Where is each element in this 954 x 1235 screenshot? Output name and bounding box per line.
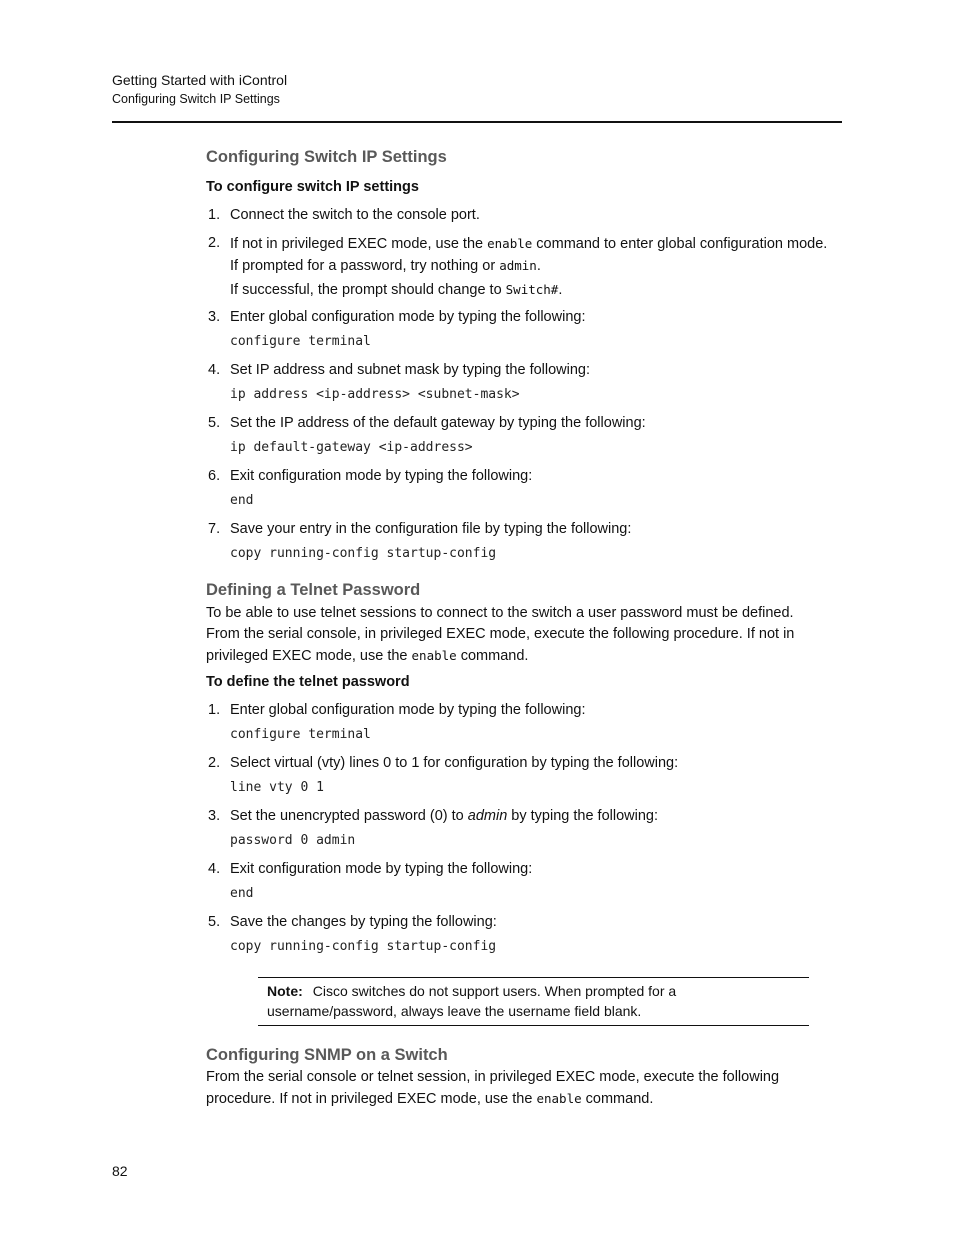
step-number: 7. [208, 521, 221, 537]
code-line: copy running-config startup-config [230, 546, 497, 561]
step-text: Set the IP address of the default gateway by typing the following: [230, 415, 646, 431]
step-number: 3. [208, 309, 221, 325]
step-text: Save your entry in the configuration file by typing the following: [230, 521, 632, 537]
step-text: Connect the switch to the console port. [230, 207, 480, 223]
code-line: configure terminal [230, 727, 371, 742]
step-text: Enter global configuration mode by typing the following: [230, 309, 586, 325]
code-line: end [230, 886, 254, 901]
running-header-section: Configuring Switch IP Settings [112, 92, 280, 106]
section-intro: From the serial console or telnet session, in privileged EXEC mode, execute the following procedure. If not in privileged EXEC mode, use the enable command. [206, 1069, 780, 1107]
step-number: 6. [208, 468, 221, 484]
step-text: Exit configuration mode by typing the following: [230, 468, 533, 484]
code-line: ip address <ip-address> <subnet-mask> [230, 387, 520, 402]
code-line: end [230, 493, 254, 508]
inline-code: enable [411, 648, 457, 663]
running-header-title: Getting Started with iControl [112, 72, 288, 88]
code-line: copy running-config startup-config [230, 939, 497, 954]
code-line: password 0 admin [230, 833, 356, 848]
procedure-title-telnet: To define the telnet password [206, 674, 410, 690]
step-subtext: If successful, the prompt should change to Switch#. [230, 282, 563, 298]
step-number: 2. [208, 235, 221, 251]
step-number: 4. [208, 861, 221, 877]
step-text: Enter global configuration mode by typing the following: [230, 702, 586, 718]
code-line: ip default-gateway <ip-address> [230, 440, 473, 455]
emphasis: admin [467, 808, 508, 824]
step-text: Set IP address and subnet mask by typing the following: [230, 362, 591, 378]
step-number: 5. [208, 914, 221, 930]
code-line: configure terminal [230, 334, 371, 349]
note-label: Note: [267, 983, 303, 999]
step-text: Set the unencrypted password (0) to admin by typing the following: [230, 808, 659, 824]
section-title-snmp: Configuring SNMP on a Switch [206, 1046, 448, 1064]
step-number: 4. [208, 362, 221, 378]
step-text: Exit configuration mode by typing the following: [230, 861, 533, 877]
step-number: 5. [208, 415, 221, 431]
step-text: Save the changes by typing the following: [230, 914, 497, 930]
inline-code: enable [536, 1091, 582, 1106]
procedure-title-switch-ip: To configure switch IP settings [206, 179, 419, 195]
note-box [258, 977, 809, 1026]
step-number: 3. [208, 808, 221, 824]
step-number: 1. [208, 207, 221, 223]
page-number: 82 [112, 1163, 128, 1179]
step-text: If not in privileged EXEC mode, use the enable command to enter global configuration mode. If prompted for a password, try nothing or admin. [230, 236, 828, 274]
section-intro: To be able to use telnet sessions to connect to the switch a user password must be defined. From the serial console, in privileged EXEC mode, execute the following procedure. If not in privileged EXEC mode, use the enable command. [206, 605, 795, 664]
inline-code: admin [499, 258, 537, 273]
note-text: Note: Cisco switches do not support users. When prompted for a username/password, always leave the username field blank. [267, 983, 677, 1019]
inline-code: Switch# [505, 282, 559, 297]
step-number: 1. [208, 702, 221, 718]
section-title-switch-ip: Configuring Switch IP Settings [206, 148, 447, 166]
code-line: line vty 0 1 [230, 780, 324, 795]
inline-code: enable [487, 236, 533, 251]
header-rule [112, 121, 842, 123]
step-text: Select virtual (vty) lines 0 to 1 for configuration by typing the following: [230, 755, 679, 771]
step-number: 2. [208, 755, 221, 771]
section-title-telnet: Defining a Telnet Password [206, 581, 421, 599]
